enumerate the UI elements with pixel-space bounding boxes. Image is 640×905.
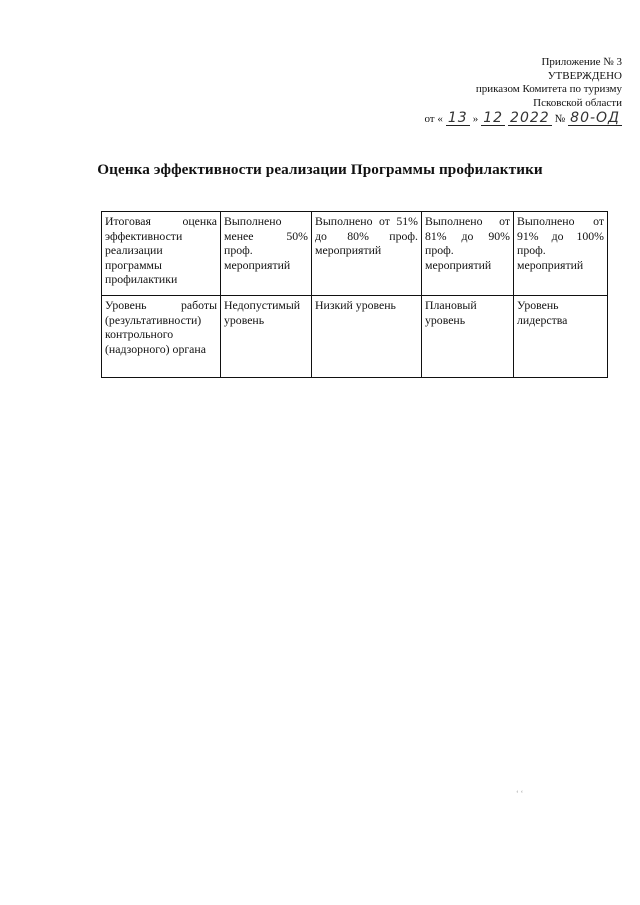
approved-label: УТВЕРЖДЕНО	[547, 69, 622, 82]
order-by-label: приказом Комитета по туризму	[475, 83, 622, 95]
table-cell: Итоговая оценка эффективности реализации программы профилактики	[102, 212, 221, 296]
document-title: Оценка эффективности реализации Программы профилактики	[97, 161, 543, 178]
region-label: Псковской области	[533, 96, 622, 109]
handwritten-day: 13	[447, 110, 468, 126]
table-cell: Выполнено от 91% до 100% проф. мероприятий	[514, 212, 608, 296]
date-mid: »	[472, 112, 479, 125]
table-cell: Уровень работы (результативности) контрольного (надзорного) органа	[102, 296, 221, 378]
order-date-line	[382, 111, 622, 126]
table-cell: Недопустимый уровень	[221, 296, 312, 378]
table-cell: Низкий уровень	[312, 296, 422, 378]
approval-header	[382, 56, 622, 126]
handwritten-year: 2022	[510, 110, 550, 126]
table-row	[102, 212, 608, 296]
date-prefix: от «	[424, 112, 443, 125]
table-row	[102, 296, 608, 378]
scan-specks: ‘ ‘	[516, 789, 524, 798]
appendix-label: Приложение № 3	[541, 56, 622, 68]
table-cell: Выполнено менее 50% проф. мероприятий	[221, 212, 312, 296]
table-cell: Плановый уровень	[422, 296, 514, 378]
handwritten-month: 12	[483, 110, 504, 126]
table-cell: Выполнено от 51% до 80% проф. мероприятий	[312, 212, 422, 296]
evaluation-table	[101, 211, 608, 378]
number-sign: №	[554, 112, 566, 125]
table-cell: Выполнено от 81% до 90% проф. мероприятий	[422, 212, 514, 296]
handwritten-number: 80-ОД	[570, 110, 620, 126]
table-cell: Уровень лидерства	[514, 296, 608, 378]
